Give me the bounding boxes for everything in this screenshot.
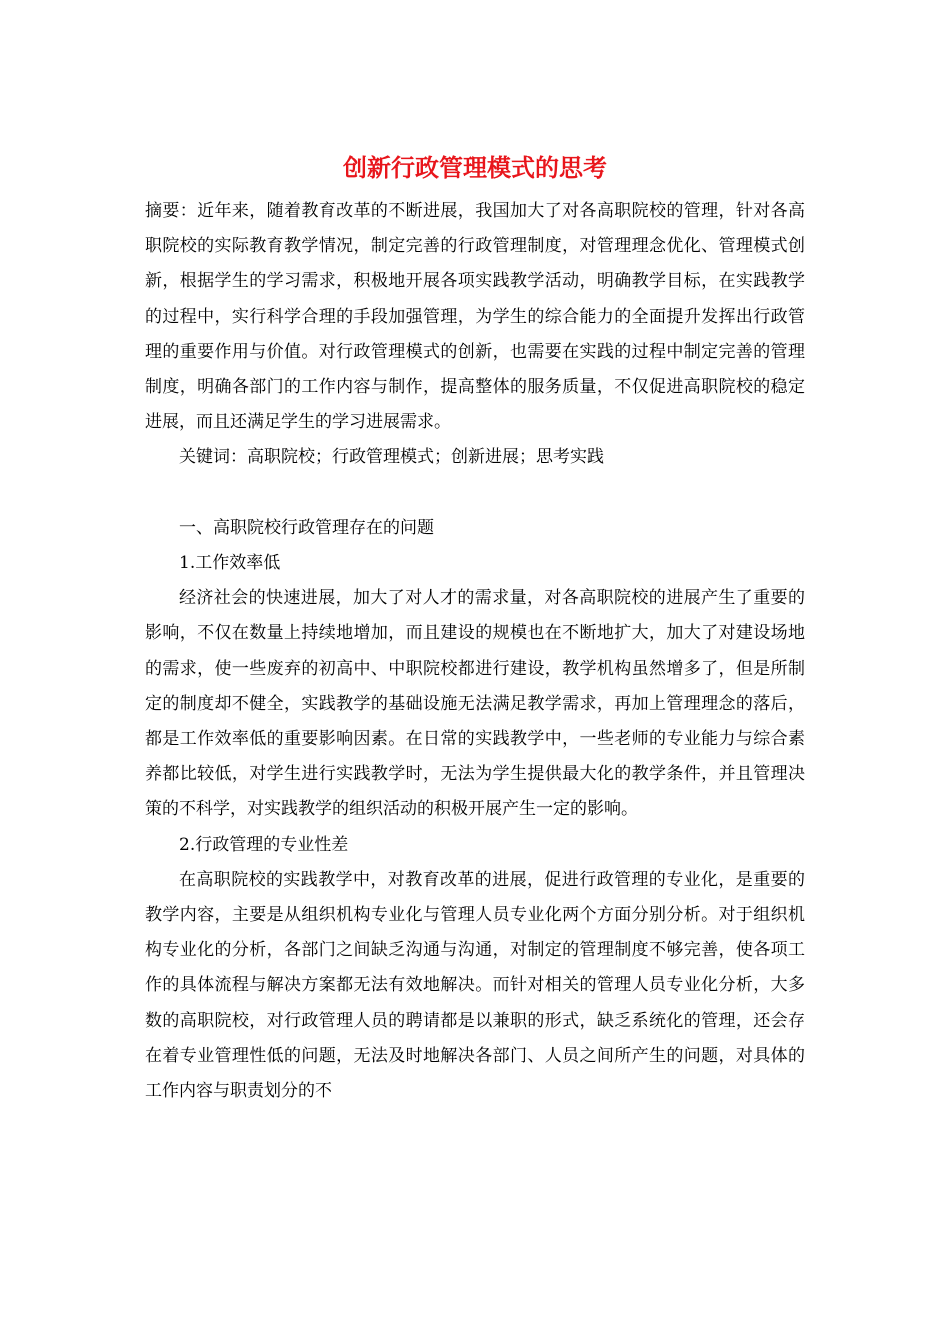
document-title: 创新行政管理模式的思考 [343, 153, 607, 182]
subsection-heading: 1.工作效率低 [179, 553, 281, 574]
body-paragraph: 经济社会的快速进展，加大了对人才的需求量，对各高职院校的进展产生了重要的影响，不仅在数量上持续地增加，而且建设的规模也在不断地扩大，加大了对建设场地的需求，使一些废弃的初高中、中职院校都进行建设，教学机构虽然增多了，但是所制定的制度却不健全，实践教学的基础设施无法满足教学需求，再加上管理理念的落后，都是工作效率低的重要影响因素。在日常的实践教学中，一些老师的专业能力与综合素养都比较低，对学生进行实践教学时，无法为学生提供最大化的教学条件，并且管理决策的不科学，对实践教学的组织活动的积极开展产生一定的影响。 [145, 588, 805, 820]
subsection-heading: 2.行政管理的专业性差 [179, 834, 349, 855]
section-heading: 一、高职院校行政管理存在的问题 [179, 517, 434, 538]
blank-line [145, 476, 805, 511]
keywords-line: 关键词：高职院校；行政管理模式；创新进展；思考实践 [179, 447, 604, 468]
abstract-paragraph: 摘要：近年来，随着教育改革的不断进展，我国加大了对各高职院校的管理，针对各高职院校的实际教育教学情况，制定完善的行政管理制度，对管理理念优化、管理模式创新，根据学生的学习需求，积极地开展各项实践教学活动，明确教学目标，在实践教学的过程中，实行科学合理的手段加强管理，为学生的综合能力的全面提升发挥出行政管理的重要作用与价值。对行政管理模式的创新，也需要在实践的过程中制定完善的管理制度，明确各部门的工作内容与制作，提高整体的服务质量，不仅促进高职院校的稳定进展，而且还满足学生的学习进展需求。 [145, 201, 805, 433]
body-paragraph: 在高职院校的实践教学中，对教育改革的进展，促进行政管理的专业化，是重要的教学内容，主要是从组织机构专业化与管理人员专业化两个方面分别分析。对于组织机构专业化的分析，各部门之间缺乏沟通与沟通，对制定的管理制度不够完善，使各项工作的具体流程与解决方案都无法有效地解决。而针对相关的管理人员专业化分析，大多数的高职院校，对行政管理人员的聘请都是以兼职的形式，缺乏系统化的管理，还会存在着专业管理性低的问题，无法及时地解决各部门、人员之间所产生的问题，对具体的工作内容与职责划分的不 [145, 869, 805, 1102]
document-body [145, 194, 805, 1109]
